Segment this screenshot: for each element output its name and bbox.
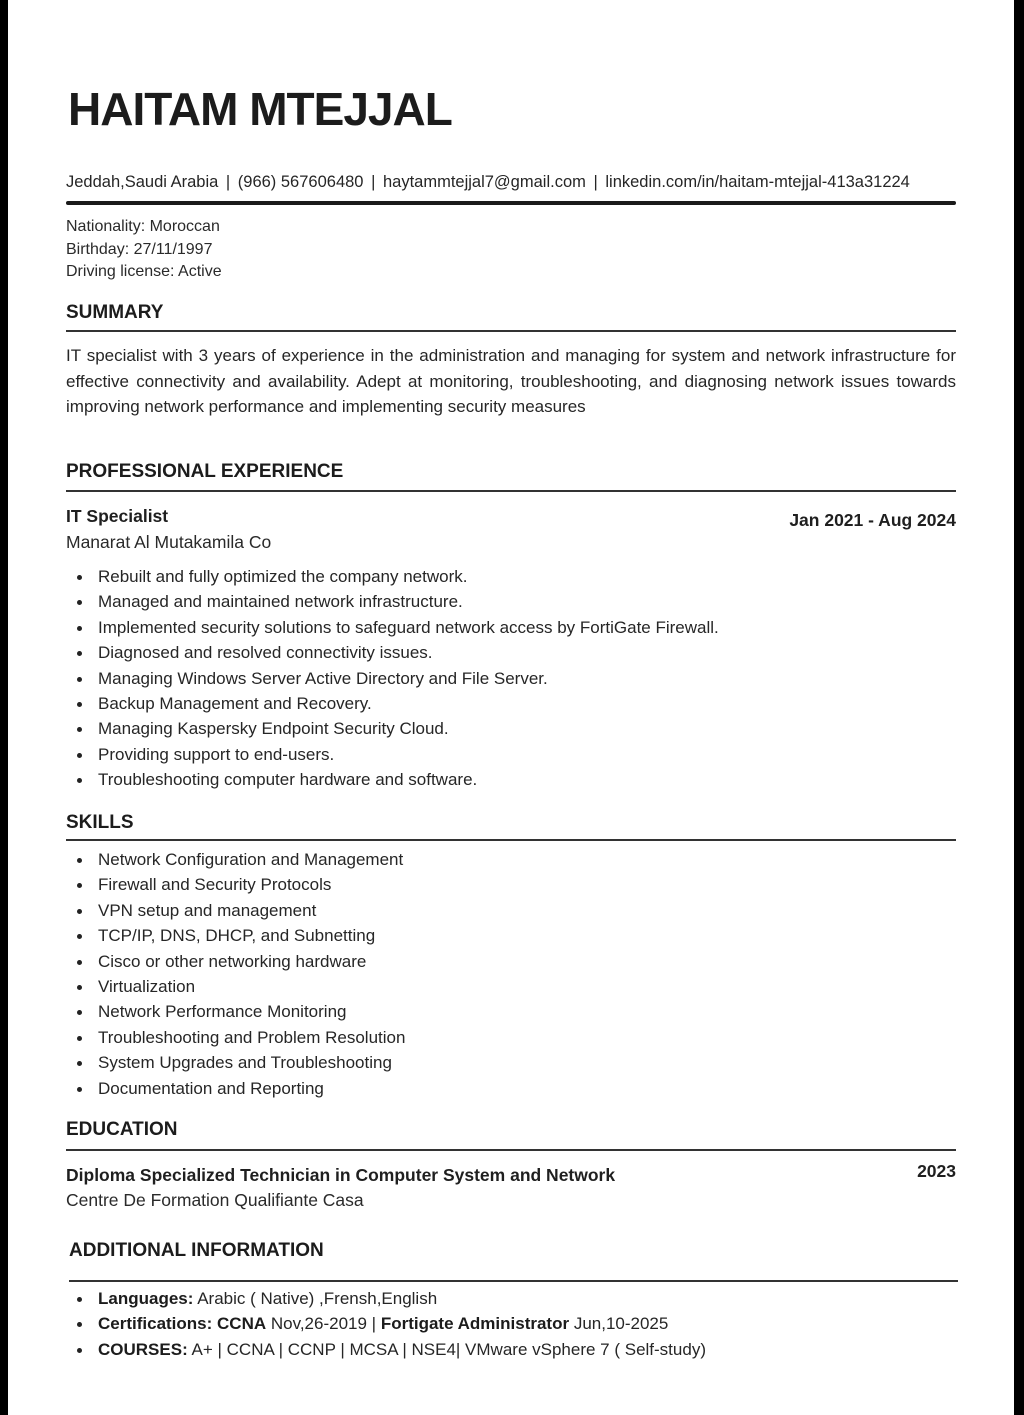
contact-line [66, 173, 910, 192]
candidate-name: HAITAM MTEJJAL [68, 83, 452, 135]
list-item-courses [66, 1337, 706, 1362]
bullet-icon [77, 909, 82, 914]
list-item: Rebuilt and fully optimized the company network. [66, 564, 719, 589]
list-item: Managing Kaspersky Endpoint Security Cloud. [66, 716, 719, 741]
list-item: Virtualization [66, 974, 405, 999]
section-divider [66, 1149, 956, 1151]
languages-value: Arabic ( Native) ,Frensh,English [193, 1289, 438, 1308]
list-item: VPN setup and management [66, 898, 405, 923]
experience-bullets [66, 564, 719, 793]
section-divider [69, 1280, 958, 1282]
list-item: TCP/IP, DNS, DHCP, and Subnetting [66, 923, 405, 948]
additional-info-list [66, 1286, 706, 1362]
section-title-education: EDUCATION [66, 1119, 178, 1140]
list-item: Troubleshooting computer hardware and software. [66, 767, 719, 792]
bullet-icon [77, 575, 82, 580]
bullet-icon [77, 702, 82, 707]
bullet-icon [77, 651, 82, 656]
section-title-summary: SUMMARY [66, 302, 164, 323]
list-item-certifications [66, 1311, 706, 1336]
section-divider [66, 490, 956, 492]
section-divider [66, 330, 956, 332]
skills-list [66, 847, 405, 1101]
bullet-icon [77, 883, 82, 888]
bullet-icon [77, 858, 82, 863]
list-item: Managing Windows Server Active Directory and File Server. [66, 666, 719, 691]
bullet-icon [77, 1036, 82, 1041]
section-title-additional: ADDITIONAL INFORMATION [69, 1240, 324, 1261]
education-school: Centre De Formation Qualifiante Casa [66, 1190, 364, 1210]
list-item: Documentation and Reporting [66, 1076, 405, 1101]
list-item: Cisco or other networking hardware [66, 949, 405, 974]
bullet-icon [77, 960, 82, 965]
courses-label: COURSES: [98, 1339, 188, 1359]
bullet-icon [77, 1010, 82, 1015]
education-degree: Diploma Specialized Technician in Computer System and Network [66, 1165, 616, 1185]
list-item: System Upgrades and Troubleshooting [66, 1050, 405, 1075]
bullet-icon [77, 1087, 82, 1092]
cert-ccna-date: Nov,26-2019 [266, 1314, 372, 1334]
list-item: Backup Management and Recovery. [66, 691, 719, 716]
cert-ccna: CCNA [212, 1314, 267, 1334]
contact-separator: | [593, 173, 598, 191]
bullet-icon [77, 1322, 82, 1327]
cert-fortigate: Fortigate Administrator [376, 1314, 570, 1334]
contact-separator: | [225, 173, 231, 191]
bullet-icon [77, 753, 82, 758]
birthday: Birthday: 27/11/1997 [66, 240, 213, 258]
cert-fortigate-date: Jun,10-2025 [569, 1314, 669, 1334]
personal-details [66, 216, 222, 284]
bullet-icon [77, 1297, 82, 1302]
bullet-icon [77, 778, 82, 783]
summary-text: IT specialist with 3 years of experience in the administration and managing for system and network infrastructure for effective connectivity and availability. Adept at monitoring, troubleshooting, and diagnosing network issues towards improving network performance and implementing security measures [66, 346, 956, 416]
cert-separator: | [371, 1314, 377, 1334]
bullet-icon [77, 934, 82, 939]
languages-label: Languages: [98, 1289, 194, 1308]
list-item: Troubleshooting and Problem Resolution [66, 1025, 405, 1050]
education-year: 2023 [917, 1161, 956, 1181]
bullet-icon [77, 677, 82, 682]
list-item-languages [66, 1286, 706, 1311]
bullet-icon [77, 1061, 82, 1066]
bullet-icon [77, 1348, 82, 1353]
bullet-icon [77, 626, 82, 631]
driving-license: Driving license: Active [66, 263, 222, 280]
courses-value: A+ | CCNA | CCNP | MCSA | NSE4| VMware vSphere 7 ( Self-study) [187, 1339, 706, 1359]
list-item: Network Performance Monitoring [66, 999, 405, 1024]
bullet-icon [77, 600, 82, 605]
list-item: Firewall and Security Protocols [66, 872, 405, 897]
contact-phone[interactable]: (966) 567606480 [237, 173, 364, 191]
certifications-label: Certifications: [98, 1314, 213, 1334]
job-dates: Jan 2021 - Aug 2024 [789, 510, 956, 530]
job-title: IT Specialist [66, 506, 169, 526]
section-title-experience: PROFESSIONAL EXPERIENCE [66, 461, 344, 482]
nationality: Nationality: Moroccan [66, 218, 220, 235]
resume-page [8, 0, 1014, 1415]
list-item: Diagnosed and resolved connectivity issues. [66, 640, 719, 665]
bullet-icon [77, 985, 82, 990]
bullet-icon [77, 727, 82, 732]
list-item: Managed and maintained network infrastructure. [66, 589, 719, 614]
section-divider [66, 839, 956, 841]
header-divider [66, 201, 956, 205]
job-company: Manarat Al Mutakamila Co [66, 532, 272, 552]
contact-linkedin[interactable]: linkedin.com/in/haitam-mtejjal-413a31224 [605, 173, 910, 191]
contact-location: Jeddah,Saudi Arabia [66, 173, 219, 191]
list-item: Network Configuration and Management [66, 847, 405, 872]
contact-separator: | [371, 173, 376, 191]
list-item: Providing support to end-users. [66, 742, 719, 767]
contact-email[interactable]: haytammtejjal7@gmail.com [382, 173, 586, 191]
section-title-skills: SKILLS [66, 812, 134, 833]
list-item: Implemented security solutions to safeguard network access by FortiGate Firewall. [66, 615, 719, 640]
